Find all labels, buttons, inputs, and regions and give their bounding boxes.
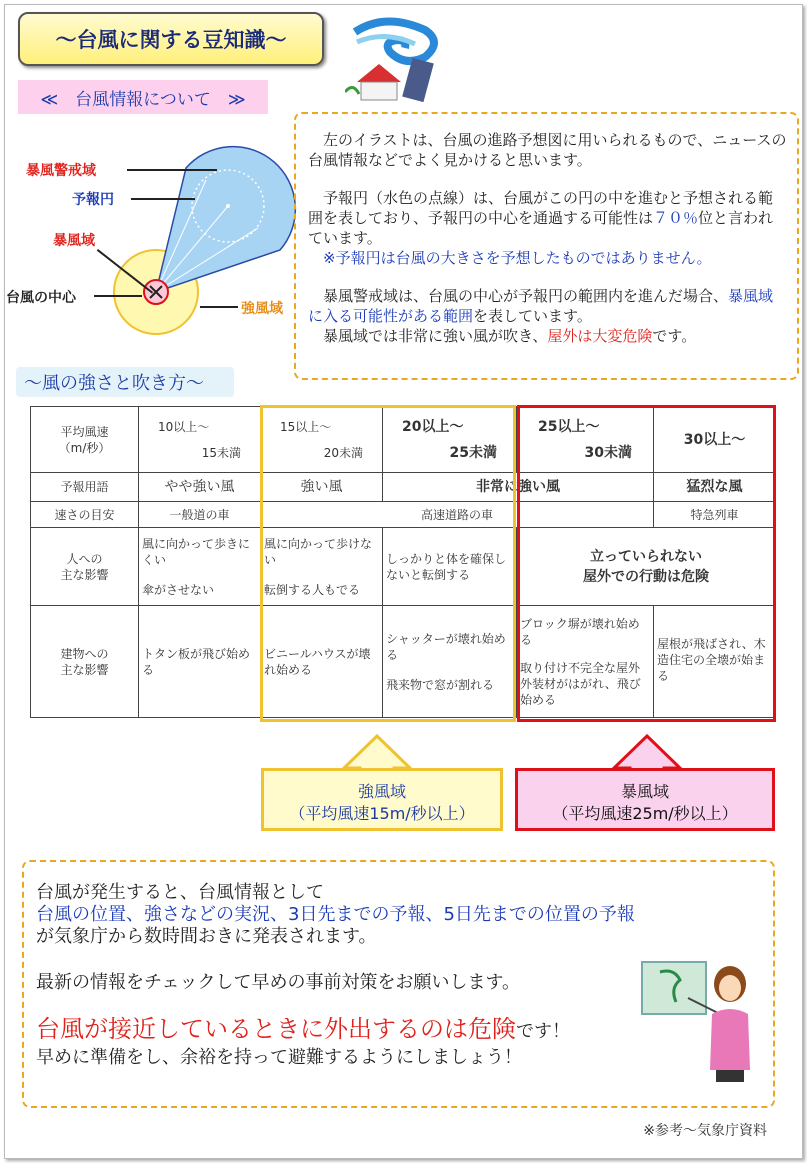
- warning-line: 台風が接近しているときに外出するのは危険です！: [36, 1015, 570, 1043]
- speed-cell: 20以上～ 25未満: [383, 407, 517, 473]
- reference-note: ※参考～気象庁資料: [643, 1123, 767, 1139]
- row-header-people: 人への 主な影響: [31, 528, 139, 606]
- info-line: 台風が発生すると、台風情報として: [36, 882, 324, 903]
- explanation-paragraph-2: 予報円（水色の点線）は、台風がこの円の中を進むと予想される範囲を表しており、予報円の中心を通過する可能性は７０％位と言われています。 ※予報円は台風の大きさを予想したものではありません。: [308, 189, 774, 267]
- section-heading-typhoon-info: ≪ 台風情報について ≫: [18, 80, 268, 114]
- row-header-guide: 速さの目安: [31, 502, 139, 528]
- leader-line: [131, 198, 195, 200]
- term-cell: やや強い風: [139, 473, 261, 502]
- weather-presenter-illustration: [640, 958, 758, 1084]
- guide-cell: 高速道路の車: [261, 502, 654, 528]
- building-cell: トタン板が飛び始める: [139, 606, 261, 718]
- label-forecast-circle: 予報円: [72, 192, 114, 208]
- row-header-speed: 平均風速 （m/秒）: [31, 407, 139, 473]
- row-header-term: 予報用語: [31, 473, 139, 502]
- building-cell: シャッターが壊れ始める 飛来物で窓が割れる: [383, 606, 517, 718]
- speed-cell: 10以上～ 15未満: [139, 407, 261, 473]
- info-line: 台風の位置、強さなどの実況、3日先までの予報、5日先までの位置の予報: [36, 904, 635, 925]
- section-heading-wind-strength: ～風の強さと吹き方～: [16, 367, 234, 397]
- people-cell: 風に向かって歩けない 転倒する人もでる: [261, 528, 383, 606]
- explanation-paragraph-1: 左のイラストは、台風の進路予想図に用いられるもので、ニュースの台風情報などでよく見かけると思います。: [308, 131, 787, 169]
- info-line: 最新の情報をチェックして早めの事前対策をお願いします。: [36, 972, 521, 993]
- leader-line: [127, 169, 217, 171]
- people-cell: 風に向かって歩きにくい 傘がさせない: [139, 528, 261, 606]
- people-cell: 立っていられない 屋外での行動は危険: [517, 528, 776, 606]
- speed-cell: 15以上～ 20未満: [261, 407, 383, 473]
- row-header-building: 建物への 主な影響: [31, 606, 139, 718]
- info-line: が気象庁から数時間おきに発表されます。: [36, 926, 377, 947]
- speed-cell: 25以上～ 30未満: [517, 407, 654, 473]
- speed-cell: 30以上～: [654, 407, 776, 473]
- explanation-box: [294, 112, 799, 380]
- guide-cell: 特急列車: [654, 502, 776, 528]
- label-storm-warning-area: 暴風警戒域: [26, 163, 96, 179]
- building-cell: ビニールハウスが壊れ始める: [261, 606, 383, 718]
- guide-cell: 一般道の車: [139, 502, 261, 528]
- strong-wind-zone-label: 強風域 （平均風速15m/秒以上）: [261, 768, 503, 831]
- storm-highlight: [517, 405, 776, 722]
- info-line: 早めに準備をし、余裕を持って避難するようにしましょう！: [36, 1047, 522, 1068]
- label-typhoon-center: 台風の中心: [6, 290, 76, 306]
- strong-wind-highlight: [260, 405, 516, 722]
- leader-line: [94, 295, 142, 297]
- term-cell: 強い風: [261, 473, 383, 502]
- typhoon-house-illustration: [345, 12, 447, 104]
- building-cell: 屋根が飛ばされ、木造住宅の全壊が始まる: [654, 606, 776, 718]
- page-title: ～台風に関する豆知識～: [18, 12, 324, 66]
- storm-zone-label: 暴風域 （平均風速25m/秒以上）: [515, 768, 775, 831]
- term-cell: 非常に強い風: [383, 473, 654, 502]
- term-cell: 猛烈な風: [654, 473, 776, 502]
- arrow-up-icon: [612, 734, 682, 770]
- label-storm-area: 暴風域: [53, 233, 95, 249]
- explanation-paragraph-3: 暴風警戒域は、台風の中心が予報円の範囲内を進んだ場合、暴風域に入る可能性がある範囲を表しています。 暴風域では非常に強い風が吹き、屋外は大変危険です。: [308, 287, 774, 345]
- label-strong-wind-area: 強風域: [241, 301, 283, 317]
- arrow-up-icon: [342, 734, 412, 770]
- building-cell: ブロック塀が壊れ始める 取り付け不完全な屋外外装材がはがれ、飛び始める: [517, 606, 654, 718]
- leader-line: [200, 306, 238, 308]
- people-cell: しっかりと体を確保しないと転倒する: [383, 528, 517, 606]
